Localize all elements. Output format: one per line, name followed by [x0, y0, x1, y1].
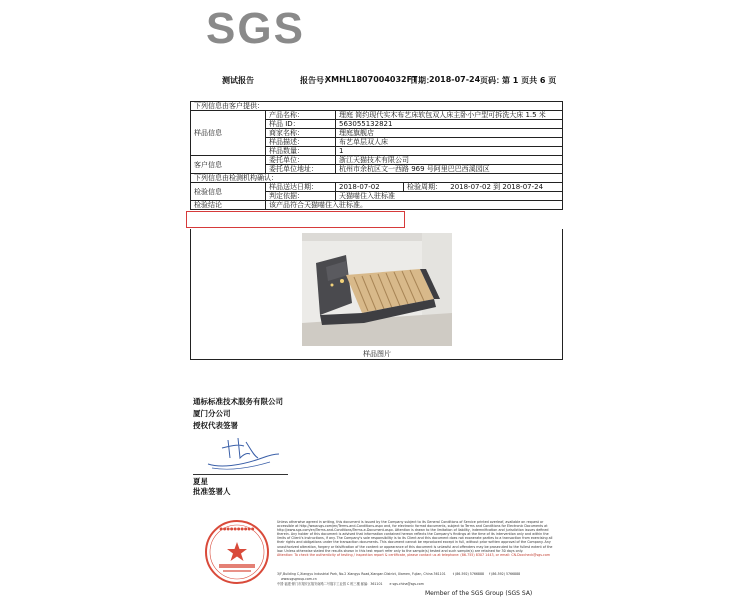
approver-name: 夏星: [193, 477, 208, 486]
conclusion-label: 检验结论: [191, 201, 266, 210]
photo-caption: 样品图片: [363, 350, 391, 358]
report-title: 测试报告: [222, 76, 254, 85]
report-table: [190, 101, 563, 210]
signatory-branch: 厦门分公司: [193, 409, 231, 418]
customer-info-label: 客户信息: [191, 156, 266, 174]
sample-id-label: 样品 ID：: [266, 120, 336, 129]
client-label: 委托单位：: [266, 156, 336, 165]
sample-desc: 布艺单层双人床: [336, 138, 563, 147]
inspection-period-label: 检验周期：: [407, 183, 442, 191]
website[interactable]: www.sgsgroup.com.cn: [281, 577, 317, 581]
sample-qty-label: 样品数量：: [266, 147, 336, 156]
legal-disclaimer: [277, 520, 554, 557]
product-name-label: 产品名称：: [266, 111, 336, 120]
report-no: XMHL1807004032FT: [325, 75, 418, 84]
sample-id: 563055132821: [336, 120, 563, 129]
basis: 天猫喵住入驻标准: [336, 192, 563, 201]
company-seal: [203, 518, 271, 586]
shop-name: 理庭旗舰店: [336, 129, 563, 138]
sgs-logo: SGS: [206, 4, 305, 53]
signatory-block: [193, 396, 283, 432]
address-cn: 中国·福建·厦门市翔安区翔安南路二号翔宇工业园 C 栋三楼 邮编：361101: [277, 582, 383, 586]
approver-block: [193, 477, 231, 497]
lab-section-heading: 下列信息由检测机构确认：: [191, 174, 563, 183]
page-label: 页码：: [480, 76, 504, 85]
sample-desc-label: 样品描述：: [266, 138, 336, 147]
approver-title: 批准签署人: [193, 487, 231, 496]
received-date-label: 样品送达日期：: [266, 183, 336, 192]
report-date: 2018-07-24: [429, 75, 481, 84]
address-en: 3/F,Building C,Xiangyu Industrial Park, No.2 Xiangyu Road,Xiangan District, Xiamen, Fujian, China 361101: [277, 572, 446, 576]
handwritten-signature: [200, 428, 280, 473]
product-name: 理庭 简约现代实木布艺床软包双人床主卧小户型可拆洗大床 1.5 米: [336, 111, 563, 120]
signature-line: [193, 474, 288, 475]
conclusion-highlight: [186, 211, 405, 228]
sample-info-label: 样品信息: [191, 111, 266, 156]
date-label: 日期：: [410, 76, 434, 85]
page-number: 第 1 页共 6 页: [502, 76, 557, 85]
sample-qty: 1: [336, 147, 563, 156]
report-no-label: 报告号：: [300, 76, 332, 85]
bed-image: [302, 233, 452, 346]
signatory-company: 通标标准技术服务有限公司: [193, 397, 283, 406]
received-date: 2018-07-02: [336, 183, 404, 192]
tel: t (86-592) 5766888: [452, 572, 484, 576]
basis-label: 判定依据：: [266, 192, 336, 201]
sample-photo: [302, 233, 452, 346]
report-header: [222, 75, 562, 89]
conclusion: 该产品符合天猫喵住入驻标准。: [266, 201, 563, 210]
client-address: 杭州市余杭区文一西路 969 号阿里巴巴西溪园区: [336, 165, 563, 174]
inspection-info-label: 检验信息: [191, 183, 266, 201]
inspection-period-cell: [404, 183, 563, 192]
legal-text: Unless otherwise agreed in writing, this document is issued by the Company subject to its General Conditions of Service printed overleaf, available on request or accessible at http://www.sgs.com/en/Terms-and-Conditions.aspx and, for electronic format documents, subject to Terms and Conditions for Electronic Documents at http://www.sgs.com/en/Terms-and-Conditions/Terms-e-Document.aspx. Attention is drawn to the limitation of liability, indemnification and jurisdiction issues defined therein. Any holder of this document is advised that information contained hereon reflects the Company's findings at the time of its intervention only and within the limits of Client's instructions, if any. The Company's sole responsibility is to its Client and this document does not exonerate parties to a transaction from exercising all their rights and obligations under the transaction documents. This document cannot be reproduced except in full, without prior written approval of the Company. Any unauthorized alteration, forgery or falsification of the content or appearance of this document is unlawful and offenders may be prosecuted to the fullest extent of the law. Unless otherwise stated the results shown in this test report refer only to the sample(s) tested and such sample(s) are retained for 30 days only.: [277, 520, 553, 553]
sgs-member-footer: Member of the SGS Group (SGS SA): [425, 590, 533, 597]
signatory-role: 授权代表签署: [193, 421, 238, 430]
client-name: 浙江天猫技术有限公司: [336, 156, 563, 165]
inspection-period: 2018-07-02 到 2018-07-24: [450, 183, 544, 191]
client-section-heading: 下列信息由客户提供：: [191, 102, 563, 111]
svg-text:●●●●●●●●●●: ●●●●●●●●●●: [219, 526, 255, 531]
contact-info: [277, 572, 554, 587]
email[interactable]: e sgs.china@sgs.com: [389, 582, 424, 586]
shop-name-label: 商家名称：: [266, 129, 336, 138]
client-address-label: 委托单位地址：: [266, 165, 336, 174]
fax: f (86-592) 5766888: [489, 572, 521, 576]
authenticity-notice: Attention: To check the authenticity of testing / inspection report & certificate, please contact us at telephone: (86-755) 8307 1443, or email: CN.Doccheck@sgs.com: [277, 552, 551, 557]
